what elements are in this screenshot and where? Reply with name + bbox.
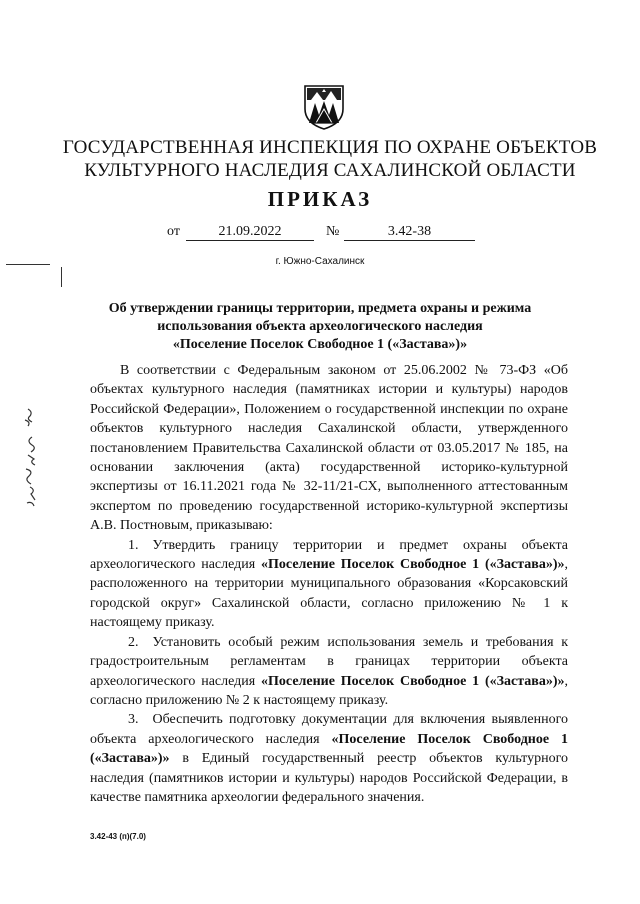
organization-name	[60, 136, 600, 182]
object-name: «Поселение Поселок Свободное 1 («Застава»)»	[261, 673, 565, 689]
order-item-2-text-end: , согласно приложению № 2 к настоящему приказу.	[90, 673, 568, 708]
order-item-1	[90, 536, 568, 633]
sakhalin-coat-of-arms-icon	[302, 83, 346, 131]
order-item-1-text: 1. Утвердить границу территории и предмет охраны объекта археологического наследия	[90, 537, 568, 573]
order-subject-line-1: Об утверждении границы территории, предмета охраны и режима	[108, 301, 532, 316]
object-name: «Поселение Поселок Свободное 1 («Застава»)»	[90, 731, 568, 767]
order-item-2-text: 2. Установить особый режим использования земель и требования к градостроительным регламентам в границах территории объекта археологического наследия	[90, 634, 568, 689]
order-number-label: №	[326, 224, 340, 239]
object-name: «Поселение Поселок Свободное 1 («Застава»)»	[261, 557, 565, 573]
organization-name-line-1: ГОСУДАРСТВЕННАЯ ИНСПЕКЦИЯ ПО ОХРАНЕ ОБЪЕКТОВ	[62, 137, 598, 158]
margin-mark	[61, 267, 62, 287]
order-subject-line-2: использования объекта археологического наследия	[157, 319, 483, 334]
order-item-3	[90, 710, 568, 807]
order-item-1-text-end: , расположенного на территории муниципального образования «Корсаковский городской округ» Сахалинской области, согласно приложению № 1 к настоящему приказу.	[90, 557, 568, 631]
handwritten-annotation-icon	[16, 405, 46, 515]
preamble-paragraph: В соответствии с Федеральным законом от 25.06.2002 № 73-ФЗ «Об объектах культурного наследия (памятниках истории и культуры) народов Российской Федерации», Положением о государственной инспекции по охране объектов культурного наследия Сахалинской области, утвержденного постановлением Правительства Сахалинской области от 03.05.2017 № 185, на основании заключения (акта) государственной историко-культурной экспертизы от 16.11.2021 года № 32-11/21-СХ, выполненного аттестованным экспертом по проведению государственной историко-культурной экспертизы А.В. Постновым, приказываю:	[90, 363, 568, 534]
order-number: 3.42-38	[344, 224, 475, 241]
order-item-3-text: 3. Обеспечить подготовку документации для включения выявленного объекта археологического наследия	[90, 712, 568, 747]
order-title: ПРИКАЗ	[267, 187, 373, 211]
order-item-3-text-end: в Единый государственный реестр объектов культурного наследия (памятников истории и культуры) народов Российской Федерации, в качестве памятника археологии федерального значения.	[90, 751, 568, 805]
order-subject-line-3: «Поселение Поселок Свободное 1 («Застава»)»	[172, 337, 468, 352]
document-code: 3.42-43 (п)(7.0)	[90, 832, 146, 841]
order-date-label: от	[167, 224, 180, 239]
order-body	[90, 361, 568, 807]
order-date: 21.09.2022	[186, 224, 314, 241]
margin-mark	[6, 264, 50, 265]
order-subject	[80, 300, 560, 354]
organization-name-line-2: КУЛЬТУРНОГО НАСЛЕДИЯ САХАЛИНСКОЙ ОБЛАСТИ	[84, 160, 576, 181]
order-city: г. Южно-Сахалинск	[275, 256, 365, 267]
order-item-2	[90, 633, 568, 711]
